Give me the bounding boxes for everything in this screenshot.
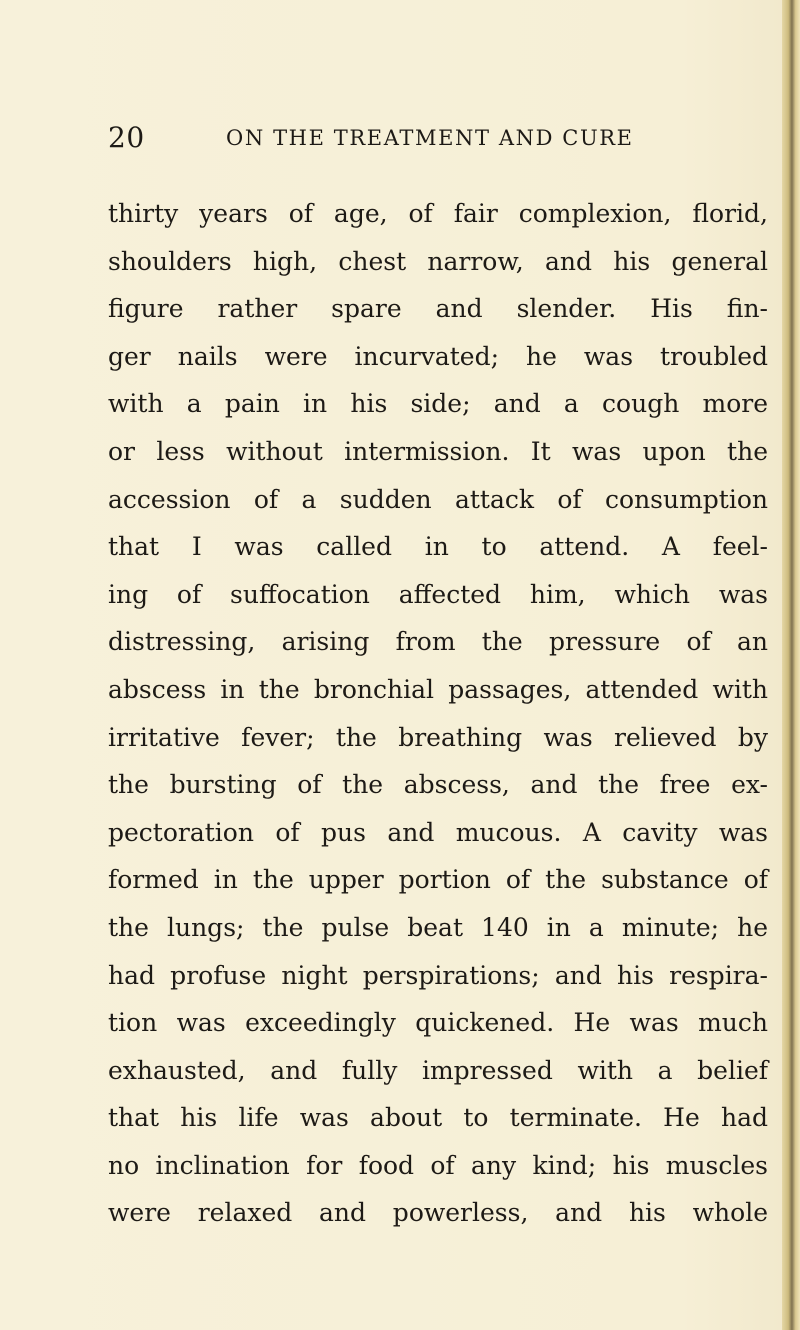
running-title: ON THE TREATMENT AND CURE [226,126,634,150]
text-line: distressing, arising from the pressure of an [108,627,768,657]
text-line: figure rather spare and slender. His fin- [108,294,768,324]
text-line: the lungs; the pulse beat 140 in a minute; he [108,912,768,942]
text-line: the bursting of the abscess, and the free ex- [108,770,768,800]
page-edge [782,0,800,1330]
text-line: tion was exceedingly quickened. He was much [108,1008,768,1038]
text-line: pectoration of pus and mucous. A cavity was [108,817,768,847]
text-line: accession of a sudden attack of consumption [108,484,768,514]
text-line: or less without intermission. It was upon the [108,436,768,466]
text-line: thirty years of age, of fair complexion, florid, [108,199,768,228]
text-line: ger nails were incurvated; he was troubled [108,341,768,371]
text-line: irritative fever; the breathing was relieved by [108,722,768,752]
text-line: no inclination for food of any kind; his muscles [108,1150,768,1180]
text-line: abscess in the bronchial passages, attended with [108,674,768,704]
text-line: were relaxed and powerless, and his whole [108,1198,768,1228]
text-line: that I was called in to attend. A feel- [108,532,768,562]
text-line: formed in the upper portion of the substance of [108,865,768,895]
body-text [108,190,768,1237]
page-header [108,118,768,158]
text-line: with a pain in his side; and a cough more [108,389,768,419]
text-line: that his life was about to terminate. He had [108,1103,768,1133]
text-line: had profuse night perspirations; and his respira- [108,960,768,990]
page-number: 20 [108,121,145,154]
text-line: exhausted, and fully impressed with a belief [108,1055,768,1085]
text-line: ing of suffocation affected him, which was [108,579,768,609]
text-line: shoulders high, chest narrow, and his general [108,246,768,276]
